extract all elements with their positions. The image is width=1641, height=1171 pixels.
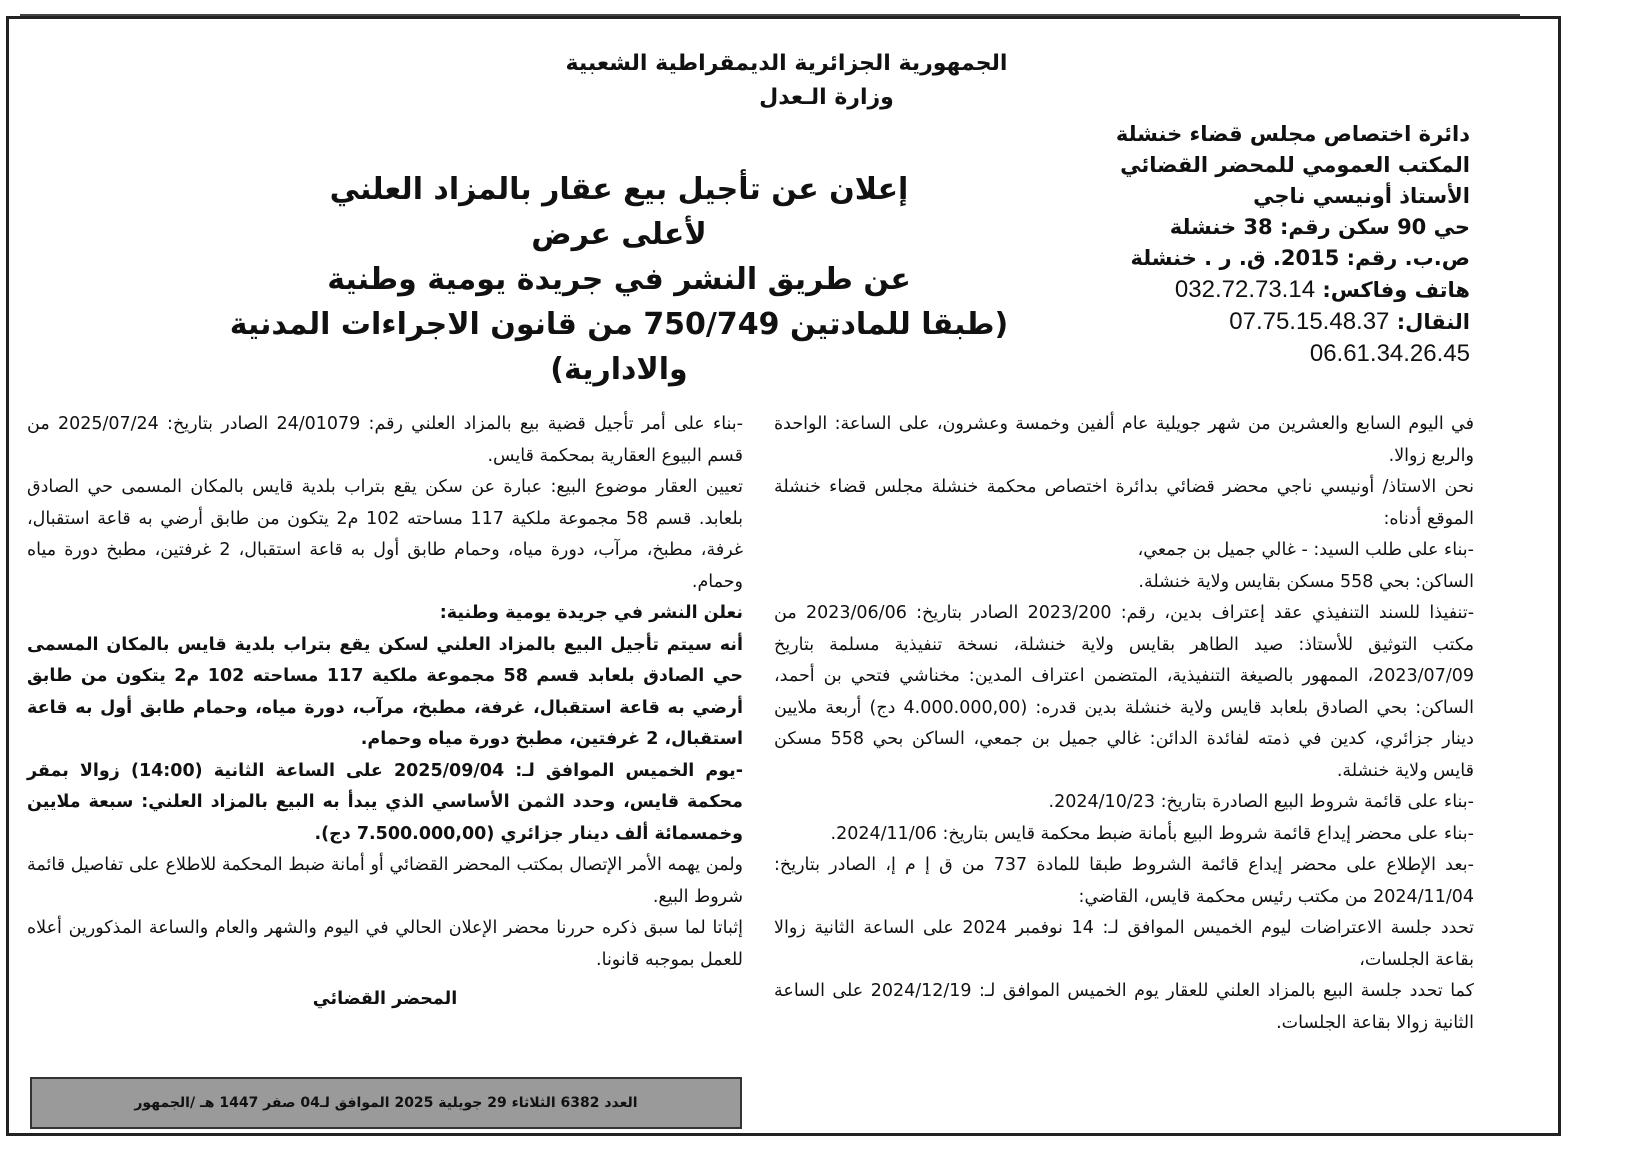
announcement-frame — [6, 16, 1561, 1136]
office-mobile — [1000, 306, 1470, 338]
paragraph: -بناء على محضر إيداع قائمة شروط البيع بأمانة ضبط محكمة قايس بتاريخ: 2024/11/06. — [830, 823, 1474, 844]
paragraph: الساكن: بحي 558 مسكن بقايس ولاية خنشلة. — [1138, 571, 1474, 592]
right-text-column — [774, 409, 1474, 1039]
left-text-column — [27, 409, 743, 1016]
fax-number: 032.72.73.14 — [1174, 276, 1316, 303]
paragraph: إثباتا لما سبق ذكره حررنا محضر الإعلان الحالي في اليوم والشهر والعام والساعة المذكورين أعلاه للعمل بموجبه قانونا. — [27, 918, 743, 970]
signature: المحضر القضائي — [312, 989, 458, 1009]
paragraph: تعيين العقار موضوع البيع: عبارة عن سكن يقع بتراب بلدية قايس بالمكان المسمى حي الصادق بلعابد. قسم 58 مجموعة ملكية 117 مساحته 102 م2 يتكون من طابق أرضي به قاعة استقبال، غرفة، مطبخ، مرآب، دورة مياه، وحمام طابق أول به قاعة استقبال، 2 غرفتين، مطبخ دورة مياه وحمام. — [27, 477, 744, 592]
republic-heading: الجمهورية الجزائرية الديمقراطية الشعبية — [565, 51, 1008, 76]
publication-heading: نعلن النشر في جريدة يومية وطنية: — [439, 603, 743, 623]
title-line-4: (طبقا للمادتين 750/749 من قانون الاجراءات المدنية والادارية) — [229, 307, 1009, 387]
bailiff-name: الأستاذ أونيسي ناجي — [1253, 184, 1470, 208]
office-mobile-2 — [1000, 338, 1470, 370]
bailiff-office-block — [1000, 119, 1470, 370]
title-line-2: لأعلى عرض — [531, 217, 707, 252]
paragraph: نحن الاستاذ/ أونيسي ناجي محضر قضائي بدائرة اختصاص محكمة خنشلة مجلس قضاء خنشلة الموقع أدناه: — [774, 477, 1474, 529]
paragraph: كما تحدد جلسة البيع بالمزاد العلني للعقار يوم الخميس الموافق لـ: 2024/12/19 على الساعة الثانية زوالا بقاعة الجلسات. — [774, 981, 1474, 1033]
office-fax — [1000, 274, 1470, 306]
paragraph: -بناء على أمر تأجيل قضية بيع بالمزاد العلني رقم: 24/01079 الصادر بتاريخ: 2025/07/24 من قسم البيوع العقارية بمحكمة قايس. — [27, 414, 743, 466]
paragraph: -بناء على قائمة شروط البيع الصادرة بتاريخ: 2024/10/23. — [1048, 792, 1474, 812]
paragraph: -يوم الخميس الموافق لـ: 2025/09/04 على الساعة الثانية (14:00) زوالا بمقر محكمة قايس، وحدد الثمن الأساسي الذي يبدأ به البيع بالمزاد العلني: سبعة ملايين وخمسمائة ألف دينار جزائري (7.500.000,00 دج). — [27, 760, 743, 844]
paragraph: ولمن يهمه الأمر الإتصال بمكتب المحضر القضائي أو أمانة ضبط المحكمة للاطلاع على تفاصيل قائمة شروط البيع. — [27, 855, 743, 907]
mobile-number-2: 06.61.34.26.45 — [1309, 340, 1470, 367]
page-top-edge — [20, 0, 1520, 16]
title-line-1: إعلان عن تأجيل بيع عقار بالمزاد العلني — [329, 172, 909, 207]
issue-footer: العدد 6382 الثلاثاء 29 جويلية 2025 الموافق لـ04 صفر 1447 هـ /الجمهور — [30, 1077, 742, 1129]
title-line-3: عن طريق النشر في جريدة يومية وطنية — [327, 262, 911, 297]
paragraph: -بعد الإطلاع على محضر إيداع قائمة الشروط طبقا للمادة 737 من ق إ م إ، الصادر بتاريخ: 2024/11/04 من مكتب رئيس محكمة قايس، القاضي: — [774, 855, 1474, 907]
fax-label: هاتف وفاكس: — [1322, 278, 1470, 302]
paragraph: تحدد جلسة الاعتراضات ليوم الخميس الموافق لـ: 14 نوفمبر 2024 على الساعة الثانية زوالا بقاعة الجلسات، — [774, 918, 1474, 970]
office-jurisdiction: دائرة اختصاص مجلس قضاء خنشلة — [1115, 122, 1470, 146]
office-address: حي 90 سكن رقم: 38 خنشلة — [1169, 215, 1470, 239]
paragraph: أنه سيتم تأجيل البيع بالمزاد العلني لسكن يقع بتراب بلدية قايس بالمكان المسمى حي الصادق بلعابد قسم 58 مجموعة ملكية 117 مساحته 102 م2 يتكون من طابق أرضي به قاعة استقبال، غرفة، مطبخ، مرآب، دورة مياه، وحمام طابق أول به قاعة استقبال، 2 غرفتين، مطبخ دورة مياه وحمام. — [27, 634, 744, 749]
mobile-number-1: 07.75.15.48.37 — [1229, 308, 1390, 335]
paragraph: -تنفيذا للسند التنفيذي عقد إعتراف بدين، رقم: 2023/200 الصادر بتاريخ: 2023/06/06 من مكتب التوثيق للأستاذ: صيد الطاهر بقايس ولاية خنشلة، نسخة تنفيذية مسلمة بتاريخ 2023/07/09، الممهور بالصيغة التنفيذية، المتضمن اعتراف المدين: مخناشي فتحي بن أحمد، الساكن: بحي الصادق بلعابد قايس ولاية خنشلة بدين قدره: (4.000.000,00 دج) أربعة ملايين دينار جزائري، كدين في ذمته لفائدة الدائن: غالي جميل بن جمعي، الساكن بحي 558 مسكن قايس ولاية خنشلة. — [774, 603, 1475, 781]
ministry-heading: وزارة الـعدل — [759, 85, 894, 110]
announcement-titles — [169, 167, 1069, 392]
office-name: المكتب العمومي للمحضر القضائي — [1120, 153, 1470, 177]
office-po-box: ص.ب. رقم: 2015. ق. ر . خنشلة — [1130, 246, 1470, 270]
paragraph: -بناء على طلب السيد: - غالي جميل بن جمعي، — [1137, 540, 1474, 560]
mobile-label: النقال: — [1396, 310, 1470, 334]
paragraph: في اليوم السابع والعشرين من شهر جويلية عام ألفين وخمسة وعشرون، على الساعة: الواحدة والربع زوالا. — [774, 414, 1474, 466]
